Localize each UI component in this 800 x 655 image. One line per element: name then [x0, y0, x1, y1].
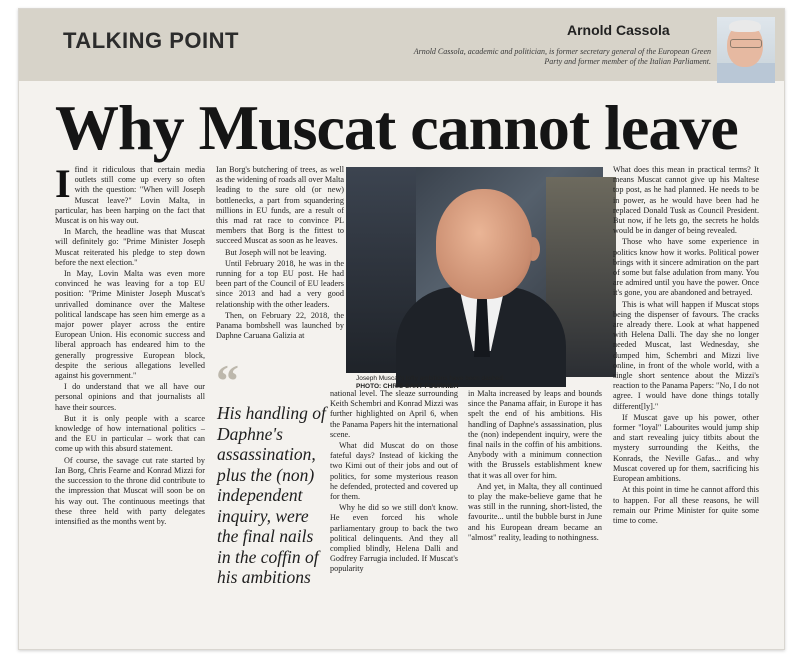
article-column-3	[330, 389, 458, 643]
paragraph: This is what will happen if Muscat stops being the dispenser of favours. The cracks are already there. Look at what happened with Helena Dalli. The day she no longer needed Muscat, last Wednesday, she dumped him, Schembri and Mizzi live online, in front of the whole world, with a single short sentence about the Mizzi's reaction to the Panama Papers: "No, I do not agree. I would have done things totally different[ly]."	[613, 299, 759, 411]
portrait-hair	[729, 20, 761, 32]
author-portrait	[717, 17, 775, 77]
drop-cap: I	[55, 161, 71, 206]
paragraph: Then, on February 22, 2018, the Panama bombshell was launched by Daphne Caruana Galizia at	[216, 310, 344, 341]
section-kicker: TALKING POINT	[63, 28, 239, 53]
paragraph: What did Muscat do on those fateful days? Instead of kicking the two Kimi out of their jobs and out of politics, for some mysterious reason he defended, protected and covered up for them.	[330, 441, 458, 502]
paragraph: Ifind it ridiculous that certain media outlets still come up every so often with the question: "When will Joseph Muscat leave?" Lovin Malta, in particular, has been harping on the fact that Muscat is on his way out.	[55, 161, 205, 226]
article-column-5	[613, 165, 759, 643]
paragraph: Those who have some experience in politics know how it works. Political power brings with it sincere admiration on the part of some but false adulation from many. You are admired until you have the power. Once it's gone, you are abandoned and betrayed.	[613, 237, 759, 298]
paragraph: I do understand that we all have our personal opinions and that journalists all have their sources.	[55, 382, 205, 412]
paragraph: In March, the headline was that Muscat will definitely go: "Prime Minister Joseph Muscat reiterated his pledge to step down before the next election."	[55, 227, 205, 267]
author-bio: Arnold Cassola, academic and politician, is former secretary general of the European Green Party and former member of the Italian Parliament.	[413, 47, 711, 66]
paragraph: in Malta increased by leaps and bounds since the Panama affair, in Europe it has spelt the end of his ambitions. His handling of Daphne's assassination, plus the (non) independent inquiry, were the final nails in the coffin of his ambitions. Anybody with a minimum connection with the Brussels establishment knew that it was all over for him.	[468, 389, 602, 480]
caption-text: Joseph Muscat's lofty ambitions have been dashed.	[356, 375, 505, 382]
paragraph: In May, Lovin Malta was even more convinced he was leaving for a top EU position: "Prime Minister Joseph Muscat's unrivalled dominance over the Maltese political landscape has seen him emerge as a major power player across the entire European Union. His economic success and liberal approach has endeared him to the generally progressive European block, despite the serious allegations levelled against his government."	[55, 269, 205, 381]
article-column-1	[55, 161, 205, 643]
newspaper-page	[18, 8, 785, 650]
paragraph: Until February 2018, he was in the running for a top EU post. He had been part of the Council of EU leaders since 2013 and had a very good relationship with the other leaders.	[216, 258, 344, 309]
paragraph: What does this mean in practical terms? It means Muscat cannot give up his Maltese top post, as he had planned. He needs to be in power, as he would have been had he replaced Donald Tusk as Council President. But now, if he lets go, the secrets he holds would be in danger of being revealed.	[613, 165, 759, 236]
section-header-band	[19, 9, 784, 81]
paragraph: national level. The sleaze surrounding Keith Schembri and Konrad Mizzi was further highlighted on April 6, when the Panama Papers hit the international scene.	[330, 389, 459, 439]
paragraph: And yet, in Malta, they all continued to play the make-believe game that he was still in the running, short-listed, the favourite... until the bubble burst in June and his European dream became an "almost" reality, leading to nothingness.	[468, 481, 602, 542]
paragraph: Of course, the savage cut rate started by Ian Borg, Chris Fearne and Konrad Mizzi for the succession to the throne did contribute to the impression that Muscat will soon be on his way out. The continuous meetings that these three held with party delegates intensified as the months went by.	[55, 455, 205, 526]
paragraph: At this point in time he cannot afford this to happen. For all these reasons, he will remain our Prime Minister for quite some time to come.	[613, 485, 759, 525]
paragraph: Ian Borg's butchering of trees, as well as the widening of roads all over Malta leading to the sure old (or new) bottlenecks, a part from squandering millions in EU funds, are a result of this mad rat race to convince PL members that Borg is the fittest to succeed Muscat as soon as he leaves.	[216, 165, 345, 246]
portrait-glasses	[730, 39, 762, 48]
quote-mark-icon: “	[216, 355, 239, 406]
photo-face	[436, 189, 532, 299]
paragraph: Why he did so we still don't know. He even forced his whole parliamentary group to back the two political delinquents. And they all complied blindly, Helena Dalli and Godfrey Farrugia included. If Muscat's popularity	[330, 503, 458, 574]
author-name: Arnold Cassola	[567, 22, 670, 38]
article-photo	[356, 167, 603, 373]
paragraph: But it is only people with a scarce knowledge of how international politics – and the EU in particular – work that can come up with this absurd statement.	[55, 413, 205, 454]
paragraph: If Muscat gave up his power, other former "loyal" Labourites would jump ship and start revealing juicy titbits about the mystery surrounding the Keiths, the Konrads, the Neville Gafas... and why Muscat covered up for them, sacrificing his European ambitions.	[613, 412, 759, 484]
photo-credit: PHOTO: CHRIS SANT FOURNIER	[356, 383, 459, 390]
pull-quote: His handling of Daphne's assassination, plus the (non) independent inquiry, were the final nails in the coffin of his ambitions	[217, 403, 326, 587]
paragraph: But Joseph will not be leaving.	[225, 247, 327, 257]
article-headline: Why Muscat cannot leave	[55, 92, 738, 163]
article-column-2	[216, 165, 345, 341]
article-column-4	[468, 389, 602, 643]
